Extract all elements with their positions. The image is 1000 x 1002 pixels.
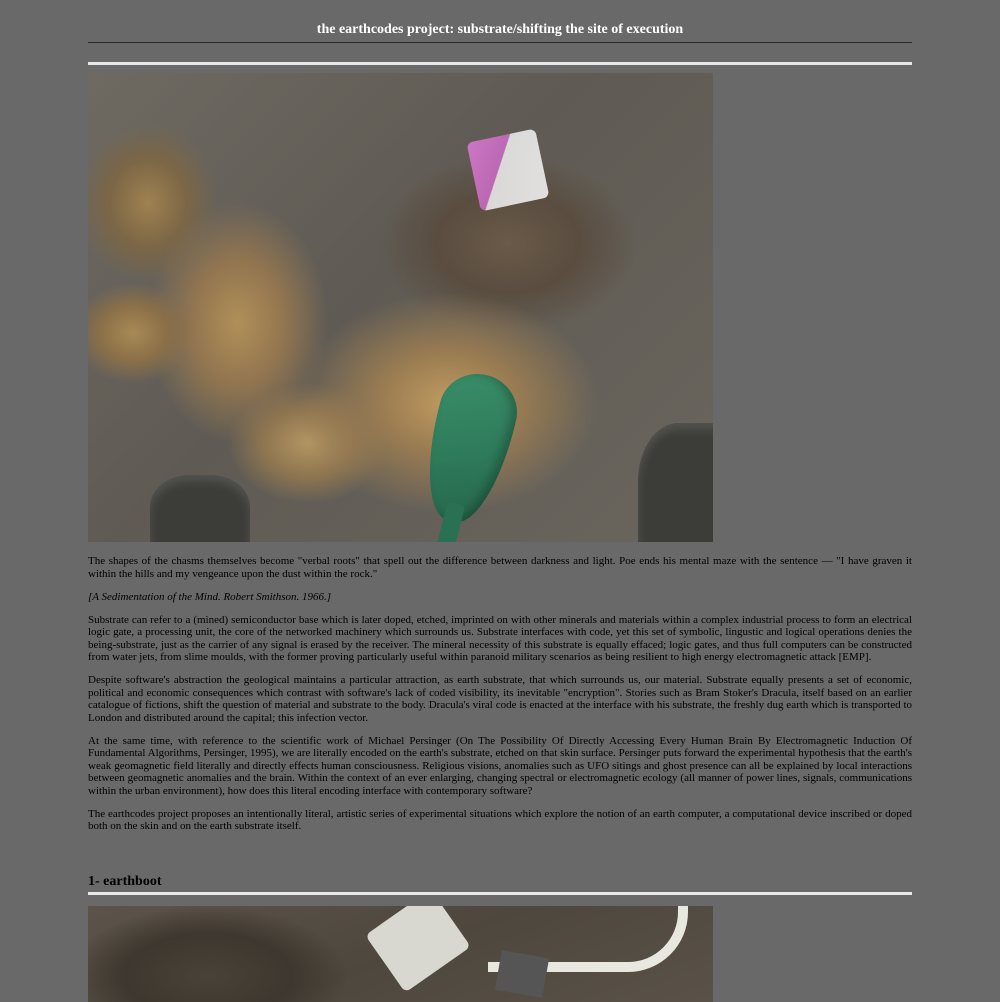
paragraph-abstraction: Despite software's abstraction the geological maintains a particular attraction, as earth substrate, that which surrounds us, our material. Substrate equally presents a set of economic, political and economic consequences which contrast with software's lack of coded visibility, its inevitable "encryption". Stories such as Bram Stoker's Dracula, itself based on an earlier catalogue of fictions, shift the question of material and substrate to the body. Dracula's viral code is enacted at the interface with his substrate, the freshly dug earth which is transported to London and distributed around the capital; this infection vector. — [88, 674, 912, 724]
section-divider — [88, 892, 912, 895]
left-shoe — [150, 475, 250, 542]
header-divider — [88, 62, 912, 65]
usb-connector — [365, 906, 471, 993]
page-title: the earthcodes project: substrate/shifting the site of execution — [316, 22, 684, 37]
earthboot-usb-photo — [88, 906, 713, 1002]
green-trowel-blade — [413, 366, 525, 530]
page-content — [88, 0, 912, 1002]
right-shoe — [638, 423, 713, 542]
essay-body — [88, 555, 912, 833]
title-underline-divider — [88, 42, 912, 43]
citation: [A Sedimentation of the Mind. Robert Smithson. 1966.] — [88, 590, 332, 603]
paragraph-smithson-quote: The shapes of the chasms themselves become "verbal roots" that spell out the difference between darkness and light. Poe ends his mental maze with the sentence — "I have graven it within the hills and my vengeance upon the dust within the rock." — [88, 555, 912, 580]
paragraph-project-proposal: The earthcodes project proposes an intentionally literal, artistic series of experimental situations which explore the notion of an earth computer, a computational device inscribed or doped both on the skin and on the earth substrate itself. — [88, 807, 912, 832]
soil-excavation-photo — [88, 73, 713, 542]
paragraph-persinger: At the same time, with reference to the scientific work of Michael Persinger (On The Possibility Of Directly Accessing Every Human Brain By Electromagnetic Induction Of Fundamental Algorithms, Persinger, 1995), we are literally encoded on the earth's substrate, etched on that skin surface. Persinger puts forward the experimental hypothesis that the earth's weak geomagnetic field literally and directly effects human consciousness. Religious visions, anomalies such as UFO sitings and ghost presence can all be explained by local interactions between geomagnetic anomalies and the brain. Within the context of an ever enlarging, changing spectral or electromagnetic ecology (all manner of power lines, signals, communications within the urban environment), how does this literal encoding interface with contemporary software? — [88, 734, 912, 797]
usb-plug — [495, 950, 549, 998]
painted-mark — [466, 128, 549, 211]
paragraph-substrate: Substrate can refer to a (mined) semiconductor base which is later doped, etched, imprinted on with other minerals and materials within a complex industrial process to form an electrical logic gate, a processing unit, the core of the networked machinery which surrounds us. Substrate interfaces with code, yet this set of symbolic, lingustic and logical operations denies the being-substrate, just as the carrier of any signal is erased by the receiver. The mineral necessity of this substrate is equally effaced; logic gates, and thus full computers can be constructed from water jets, from slime moulds, with the former proving particularly useful within paranoid military scenarios as being resilient to high energy electromagnetic attack [EMP]. — [88, 613, 912, 663]
section-heading-earthboot: 1- earthboot — [88, 873, 162, 889]
